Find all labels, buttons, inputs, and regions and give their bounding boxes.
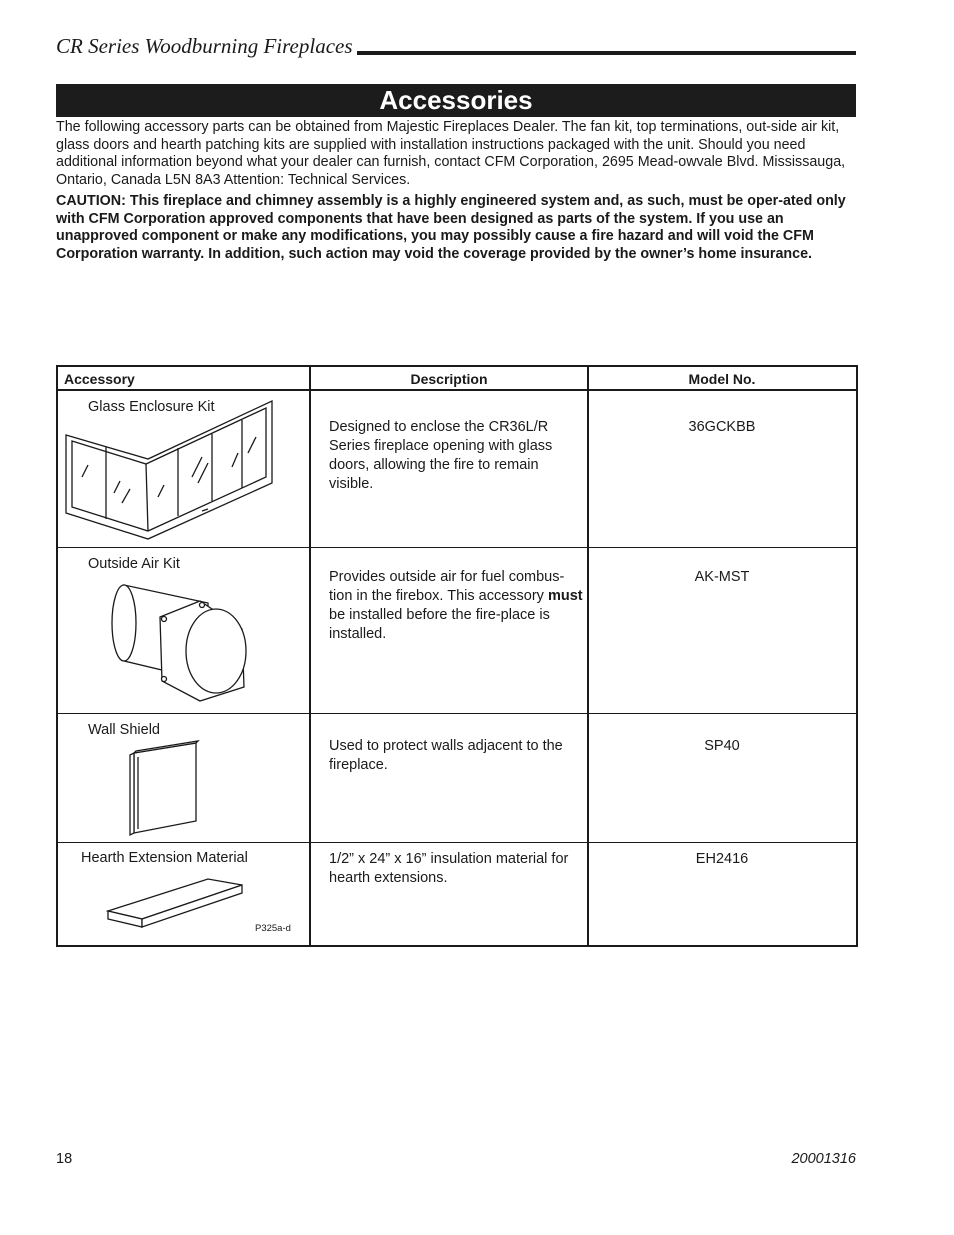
accessories-table [56, 365, 858, 947]
row-divider [58, 547, 856, 548]
header-rule [352, 51, 856, 55]
column-header-accessory: Accessory [64, 371, 135, 387]
description-outside-air-kit: Provides outside air for fuel combus-tion in the firebox. This accessory must be installed before the fire-place is installed. [329, 569, 583, 642]
header-title: CR Series Woodburning Fireplaces [56, 34, 357, 59]
figure-reference: P325a-d [255, 923, 291, 934]
glass-enclosure-illustration [62, 397, 276, 543]
model-number-hearth-extension: EH2416 [695, 851, 749, 867]
column-header-description: Description [410, 371, 488, 387]
column-divider [309, 367, 311, 945]
intro-paragraph: The following accessory parts can be obtained from Majestic Fireplaces Dealer. The fan kit, top terminations, out-side air kit, glass doors and hearth patching kits are supplied with installation instructions packaged with the unit. Should you need additional information beyond what your dealer can furnish, contact CFM Corporation, 2695 Mead-owvale Blvd. Mississauga, Ontario, Canada L5N 8A3 Attention: Technical Services. [56, 119, 846, 188]
description-glass-enclosure: Designed to enclose the CR36L/R Series fireplace opening with glass doors, allowing the fire to remain visible. [329, 419, 553, 492]
wall-shield-illustration [126, 739, 202, 837]
accessory-name-outside-air-kit: Outside Air Kit [88, 556, 180, 572]
row-divider [58, 713, 856, 714]
description-hearth-extension: 1/2” x 24” x 16” insulation material for hearth extensions. [329, 851, 569, 886]
header-divider [58, 389, 856, 391]
model-number-outside-air-kit: AK-MST [694, 569, 750, 585]
page-header [56, 34, 856, 64]
model-number-wall-shield: SP40 [704, 738, 740, 754]
hearth-extension-illustration [104, 875, 246, 935]
page-number: 18 [56, 1151, 73, 1167]
section-title-banner: Accessories [56, 84, 856, 117]
description-wall-shield: Used to protect walls adjacent to the fireplace. [329, 738, 563, 773]
model-number-glass-enclosure: 36GCKBB [688, 419, 756, 435]
caution-paragraph: CAUTION: This fireplace and chimney assembly is a highly engineered system and, as such, must be oper-ated only with CFM Corporation approved components that have been designed as parts of the system. If you use an unapproved component or make any modifications, you may possibly cause a fire hazard and will void the CFM Corporation warranty. In addition, such action may void the coverage provided by the owner’s home insurance. [56, 193, 846, 262]
document-number: 20001316 [791, 1151, 856, 1167]
accessory-name-glass-enclosure: Glass Enclosure Kit [88, 399, 215, 415]
row-divider [58, 842, 856, 843]
accessory-name-wall-shield: Wall Shield [88, 722, 160, 738]
accessory-name-hearth-extension: Hearth Extension Material [81, 850, 248, 866]
column-header-model: Model No. [688, 371, 756, 387]
outside-air-kit-illustration [104, 577, 250, 707]
